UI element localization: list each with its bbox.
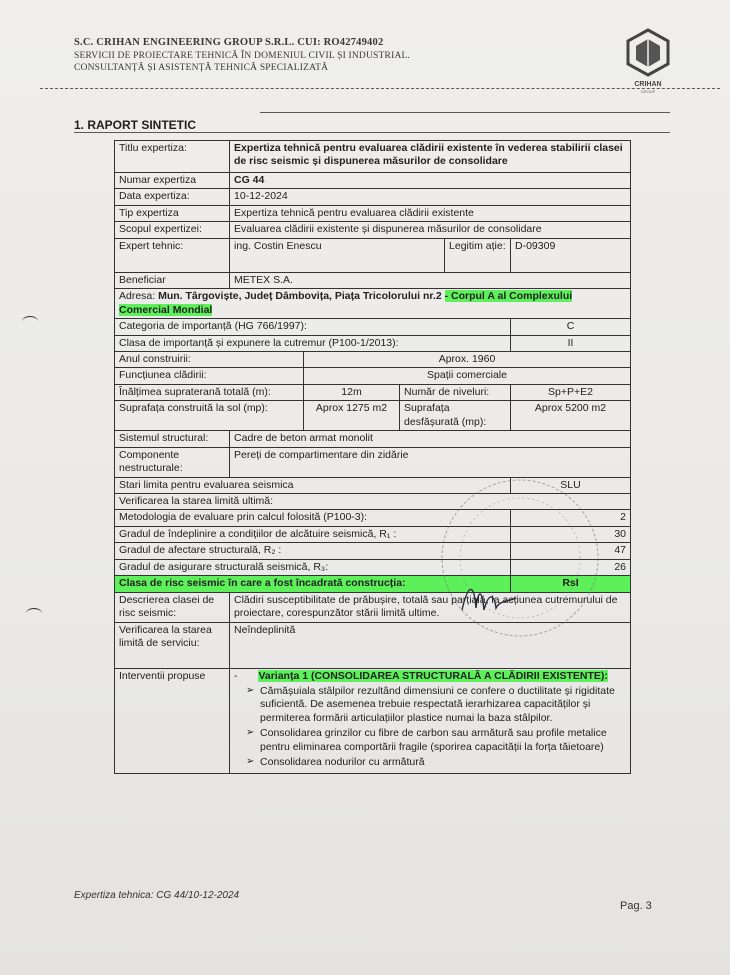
categorie-value: C [511,319,631,335]
data-label: Data expertiza: [115,189,230,205]
titlu-label: Titlu expertiza: [115,141,230,173]
expert-stamp [430,468,610,648]
r3-value: 26 [511,559,631,575]
functiune-label: Funcțiunea clădirii: [115,368,304,384]
table-row [115,384,631,400]
list-item: ➢ Consolidarea nodurilor cu armătură [260,756,626,769]
company-services: SERVICII DE PROIECTARE TEHNICĂ ÎN DOMENIUL CIVIL ȘI INDUSTRIAL. [74,51,411,61]
r1-value: 30 [511,526,631,542]
table-row [115,272,631,288]
legitimatie-label: Legitim ație: [445,238,511,272]
verificare-sls-value: Neîndeplinită [230,622,631,668]
titlu-value: Expertiza tehnică pentru evaluarea clădirii existente în vederea stabilirii clasei de risc seismic și dispunerea măsurilor de consolidare [230,141,631,173]
inaltime-label: Înălțimea supraterană totală (m): [115,384,304,400]
adresa-value: Mun. Târgoviște, Județ Dâmbovița, Piața Tricolorului nr.2 [158,290,442,303]
beneficiar-label: Beneficiar [115,272,230,288]
desfasurata-value: Aprox 5200 m2 [511,401,631,431]
scop-label: Scopul expertizei: [115,222,230,238]
table-row [115,173,631,189]
table-row [115,351,631,367]
data-value: 10-12-2024 [230,189,631,205]
componente-label: Componente nestructurale: [115,447,230,477]
suprafata-label: Suprafața construită la sol (mp): [115,401,304,431]
functiune-value: Spații comerciale [304,368,631,384]
crihan-logo [620,26,676,96]
punch-mark [22,316,38,327]
an-label: Anul construirii: [115,351,304,367]
descriere-value: Clădiri susceptibilitate de prăbușire, totală sau parțială, la acțiunea cutremurului de proiectare, corespunzător stării limită ultime. [230,592,631,622]
measures-list [234,685,626,770]
expert-signature [458,580,538,620]
numar-label: Numar expertiza [115,173,230,189]
niveluri-label: Număr de niveluri: [400,384,511,400]
table-row [115,289,631,319]
section-rule [74,132,670,133]
expert-value: ing. Costin Enescu [230,238,445,272]
table-row [115,368,631,384]
clasa-importanta-label: Clasa de importanță și expunere la cutremur (P100-1/2013): [115,335,511,351]
punch-mark [26,608,42,619]
clasa-importanta-value: II [511,335,631,351]
footer-reference: Expertiza tehnica: CG 44/10-12-2024 [74,890,240,901]
table-row [115,431,631,447]
clasa-risc-label: Clasa de risc seismic în care a fost încadrată construcția: [115,576,511,592]
company-consulting: CONSULTANȚĂ ȘI ASISTENȚĂ TEHNICĂ SPECIALIZATĂ [74,63,329,73]
adresa-corp: - Corpul A al Complexului [444,290,573,303]
company-header: S.C. CRIHAN ENGINEERING GROUP S.R.L. CUI: RO42749402 [74,37,384,48]
stari-label: Stari limita pentru evaluarea seismica [115,477,511,493]
sistem-label: Sistemul structural: [115,431,230,447]
expert-label: Expert tehnic: [115,238,230,272]
verificare-sls-label: Verificarea la starea limită de serviciu: [115,622,230,668]
r3-label: Gradul de asigurare structurală seismică, R₃: [115,559,511,575]
table-row [115,141,631,173]
table-row [115,205,631,221]
adresa-cell [115,289,631,319]
table-row [115,401,631,431]
metodologie-label: Metodologia de evaluare prin calcul folosită (P100-3): [115,510,511,526]
varianta-1: Varianța 1 (CONSOLIDAREA STRUCTURALĂ A CLĂDIRII EXISTENTE): [258,669,608,682]
list-item: ➢ Cămășuiala stâlpilor rezultând dimensiuni ce confere o ductilitate și rigiditate suficientă. De asemenea trebuie respectată ierarhizarea capacităților și permiterea formării articulațiilor plastice numai la baza stâlpilor. [260,685,626,725]
desfasurata-label: Suprafața desfășurată (mp): [400,401,511,431]
table-row [115,335,631,351]
header-rule [40,88,720,89]
stari-value: SLU [511,477,631,493]
interventii-value [230,668,631,773]
table-row [115,668,631,773]
table-row [115,319,631,335]
adresa-label: Adresa: [119,290,156,303]
table-row [115,238,631,272]
logo-subtext: GROUP [640,89,656,94]
scop-value: Evaluarea clădirii existente și dispunerea măsurilor de consolidare [230,222,631,238]
adresa-complex: Comercial Mondial [119,303,213,316]
r2-label: Gradul de afectare structurală, R₂ : [115,543,511,559]
section-rule-top [260,112,670,113]
descriere-label: Descrierea clasei de risc seismic: [115,592,230,622]
numar-value: CG 44 [230,173,631,189]
page-number: Pag. 3 [620,900,652,912]
r1-label: Gradul de îndeplinire a condițiilor de alcătuire seismică, R₁ : [115,526,511,542]
clasa-risc-value: RsI [511,576,631,592]
inaltime-value: 12m [304,384,400,400]
suprafata-value: Aprox 1275 m2 [304,401,400,431]
interventii-dash: - [234,669,238,682]
metodologie-value: 2 [511,510,631,526]
categorie-label: Categoria de importanță (HG 766/1997): [115,319,511,335]
beneficiar-value: METEX S.A. [230,272,631,288]
niveluri-value: Sp+P+E2 [511,384,631,400]
summary-table [114,140,631,774]
interventii-label: Interventii propuse [115,668,230,773]
list-item: ➢ Consolidarea grinzilor cu fibre de carbon sau armătură sau profile metalice pentru eliminarea comportării fragile (sporirea capacității la forța tăietoare) [260,727,626,754]
sistem-value: Cadre de beton armat monolit [230,431,631,447]
section-title: 1. RAPORT SINTETIC [74,118,197,132]
verificare-slu-label: Verificarea la starea limită ultimă: [115,494,631,510]
componente-value: Pereți de compartimentare din zidărie [230,447,631,477]
legitimatie-value: D-09309 [511,238,631,272]
table-row [115,189,631,205]
table-row [115,222,631,238]
tip-label: Tip expertiza [115,205,230,221]
r2-value: 47 [511,543,631,559]
logo-text: CRIHAN [634,81,662,88]
tip-value: Expertiza tehnică pentru evaluarea clădirii existente [230,205,631,221]
an-value: Aprox. 1960 [304,351,631,367]
